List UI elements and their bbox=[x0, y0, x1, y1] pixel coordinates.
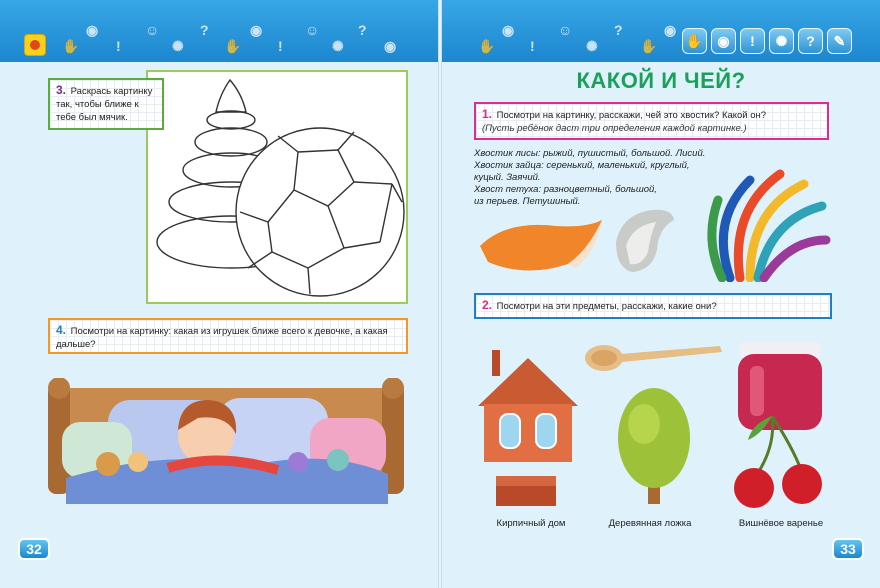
coloring-area bbox=[146, 70, 408, 304]
eye-icon: ◉ bbox=[250, 22, 263, 38]
publisher-logo bbox=[24, 34, 46, 56]
answer-line: Хвостик лисы: рыжий, пушистый, большой. Лисий. bbox=[474, 148, 706, 159]
sun-icon: ✺ bbox=[586, 38, 598, 54]
header-band bbox=[0, 0, 438, 62]
speech-icon: ✎ bbox=[827, 28, 852, 54]
caption-jam: Вишнёвое варенье bbox=[738, 518, 824, 529]
question-icon: ? bbox=[358, 22, 367, 38]
sun-icon: ✺ bbox=[332, 38, 344, 54]
task-number: 4. bbox=[56, 323, 67, 337]
page-number-left: 32 bbox=[18, 538, 50, 560]
task-number: 3. bbox=[56, 83, 67, 97]
right-page bbox=[442, 0, 880, 588]
exclamation-icon: ! bbox=[116, 38, 121, 54]
task-text: Посмотри на картинку: какая из игрушек ближе всего к девочке, а какая дальше? bbox=[56, 326, 388, 350]
hand-icon: ✋ bbox=[62, 38, 80, 54]
fox-tail-image bbox=[476, 216, 606, 276]
task-3-box bbox=[48, 78, 164, 130]
eye-icon: ◉ bbox=[664, 22, 677, 38]
caption-spoon: Деревянная ложка bbox=[608, 518, 692, 529]
figure-icon: ☺ bbox=[145, 22, 160, 38]
rooster-tail-image bbox=[700, 160, 832, 282]
coloring-outline bbox=[148, 72, 406, 302]
exclamation-icon: ! bbox=[740, 28, 765, 54]
figure-icon: ☺ bbox=[305, 22, 320, 38]
question-icon: ? bbox=[614, 22, 623, 38]
page-number-right: 33 bbox=[832, 538, 864, 560]
task-text: Посмотри на картинку, расскажи, чей это хвостик? Какой он? bbox=[496, 110, 767, 121]
caption-house: Кирпичный дом bbox=[496, 518, 566, 529]
answer-line: Хвост петуха: разноцветный, большой, bbox=[474, 184, 657, 195]
answer-line: Хвостик зайца: серенький, маленький, круглый, bbox=[474, 160, 690, 171]
wooden-spoon-image bbox=[584, 340, 724, 374]
task-note: (Пусть ребёнок даст три определения каждой картинке.) bbox=[482, 123, 747, 134]
eye-icon: ◉ bbox=[502, 22, 515, 38]
task-text: Посмотри на эти предметы, расскажи, какие они? bbox=[496, 301, 717, 312]
sun-icon: ✺ bbox=[769, 28, 794, 54]
figure-icon: ☺ bbox=[558, 22, 573, 38]
exclamation-icon: ! bbox=[278, 38, 283, 54]
task-number: 1. bbox=[482, 107, 493, 121]
cherry-jam-image bbox=[732, 336, 828, 512]
category-icon-bar bbox=[682, 28, 852, 56]
tree-image bbox=[614, 384, 694, 508]
task-1-box bbox=[474, 102, 829, 140]
hand-icon: ✋ bbox=[224, 38, 242, 54]
hand-icon: ✋ bbox=[478, 38, 496, 54]
exclamation-icon: ! bbox=[530, 38, 535, 54]
answer-line: из перьев. Петушиный. bbox=[474, 196, 581, 207]
hand-icon: ✋ bbox=[640, 38, 658, 54]
answer-text bbox=[474, 148, 724, 208]
page-title: КАКОЙ И ЧЕЙ? bbox=[576, 68, 746, 93]
hand-icon: ✋ bbox=[682, 28, 707, 54]
question-icon: ? bbox=[200, 22, 209, 38]
eye-icon: ◉ bbox=[384, 38, 397, 54]
task-text: Раскрась картинку так, чтобы ближе к тебе был мячик. bbox=[56, 86, 153, 123]
sleeping-girl-illustration bbox=[48, 378, 404, 504]
eye-icon: ◉ bbox=[711, 28, 736, 54]
answer-line: куцый. Заячий. bbox=[474, 172, 541, 183]
sun-icon: ✺ bbox=[172, 38, 184, 54]
task-2-box bbox=[474, 293, 832, 319]
question-icon: ? bbox=[798, 28, 823, 54]
task-4-box bbox=[48, 318, 408, 354]
left-page bbox=[0, 0, 438, 588]
brick-house-image bbox=[476, 348, 580, 514]
hare-tail-image bbox=[612, 206, 678, 276]
eye-icon: ◉ bbox=[86, 22, 99, 38]
pyramid-top bbox=[216, 80, 246, 112]
task-number: 2. bbox=[482, 298, 493, 312]
